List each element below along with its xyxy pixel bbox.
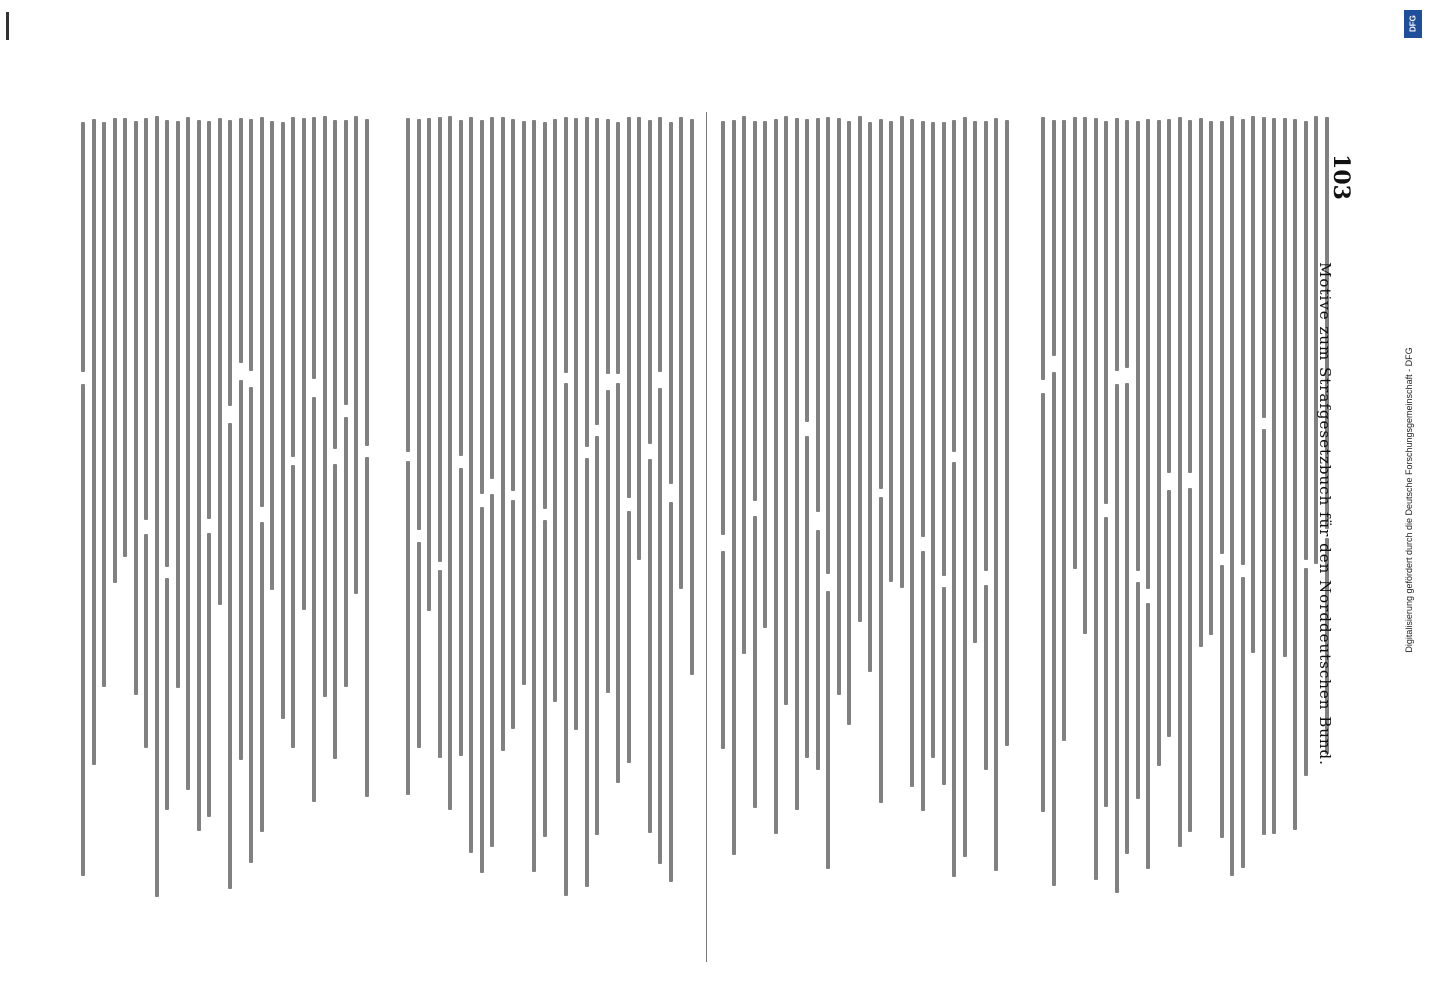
text-line xyxy=(585,458,589,887)
text-line xyxy=(1209,121,1213,635)
text-line xyxy=(1041,117,1045,380)
text-line xyxy=(921,121,925,537)
text-line xyxy=(1251,116,1255,653)
text-line xyxy=(155,116,159,897)
text-line xyxy=(1241,577,1245,868)
text-line xyxy=(354,116,358,594)
text-line xyxy=(1188,120,1192,474)
text-line xyxy=(648,120,652,443)
text-line xyxy=(585,117,589,447)
text-line xyxy=(627,511,631,763)
text-line xyxy=(459,468,463,757)
text-line xyxy=(1073,117,1077,568)
text-line xyxy=(984,585,988,770)
text-line xyxy=(144,534,148,748)
text-line xyxy=(952,120,956,452)
text-line xyxy=(1167,490,1171,738)
text-line xyxy=(406,118,410,452)
running-head-text: Motive zum Strafgesetzbuch für den Norddeutschen Bund. xyxy=(1316,262,1334,766)
text-line xyxy=(270,121,274,590)
text-line xyxy=(1230,116,1234,876)
text-line xyxy=(302,118,306,610)
text-line xyxy=(543,520,547,837)
text-line xyxy=(165,120,169,567)
text-line xyxy=(207,121,211,519)
text-line xyxy=(900,116,904,588)
text-line xyxy=(1188,488,1192,831)
text-line xyxy=(868,122,872,673)
text-line xyxy=(1136,121,1140,571)
text-line xyxy=(984,121,988,571)
corner-mark xyxy=(6,12,9,40)
text-line xyxy=(910,119,914,787)
text-line xyxy=(1293,119,1297,830)
text-line xyxy=(826,591,830,869)
text-line xyxy=(1262,117,1266,418)
text-line xyxy=(291,117,295,457)
text-line xyxy=(1146,603,1150,869)
text-line xyxy=(595,436,599,835)
text-line xyxy=(113,118,117,584)
text-line xyxy=(805,436,809,758)
text-line xyxy=(921,551,925,811)
text-line xyxy=(532,120,536,872)
text-line xyxy=(365,457,369,797)
running-head xyxy=(1310,114,1340,914)
text-line xyxy=(333,120,337,449)
text-line xyxy=(239,118,243,362)
text-line xyxy=(406,461,410,795)
text-line xyxy=(732,120,736,855)
text-line xyxy=(501,117,505,751)
column-divider xyxy=(706,112,707,962)
text-line xyxy=(564,117,568,373)
text-line xyxy=(658,117,662,371)
text-line xyxy=(879,497,883,803)
text-line xyxy=(1041,393,1045,811)
text-line xyxy=(249,119,253,372)
text-line xyxy=(1178,117,1182,848)
text-line xyxy=(459,120,463,457)
text-line xyxy=(648,459,652,833)
text-line xyxy=(260,522,264,832)
text-line xyxy=(595,118,599,425)
text-line xyxy=(1157,120,1161,766)
text-line xyxy=(1262,429,1266,835)
text-line xyxy=(574,118,578,730)
text-line xyxy=(1115,118,1119,370)
text-line xyxy=(511,119,515,491)
text-line xyxy=(805,119,809,421)
text-line xyxy=(102,122,106,687)
text-line xyxy=(1283,118,1287,657)
text-line xyxy=(942,587,946,786)
text-line xyxy=(218,118,222,605)
text-line xyxy=(511,500,515,730)
text-line xyxy=(763,121,767,629)
text-line xyxy=(858,116,862,622)
text-line xyxy=(480,120,484,495)
text-line xyxy=(1005,120,1009,746)
text-line xyxy=(1146,119,1150,589)
text-line xyxy=(606,390,610,693)
text-line xyxy=(92,119,96,765)
text-line xyxy=(1304,121,1308,559)
digitization-credit xyxy=(1398,20,1420,980)
text-line xyxy=(553,119,557,702)
text-line xyxy=(344,417,348,688)
text-line xyxy=(1167,119,1171,473)
text-line xyxy=(1220,121,1224,554)
text-line xyxy=(490,117,494,479)
text-line xyxy=(448,116,452,810)
text-line xyxy=(616,383,620,782)
text-line xyxy=(312,117,316,380)
text-column-middle xyxy=(403,112,703,902)
text-line xyxy=(721,551,725,749)
text-line xyxy=(669,502,673,882)
text-line xyxy=(543,122,547,510)
text-line xyxy=(134,121,138,695)
text-line xyxy=(1104,517,1108,807)
text-line xyxy=(889,121,893,581)
text-line xyxy=(176,121,180,689)
text-line xyxy=(1052,372,1056,886)
text-line xyxy=(333,464,337,759)
text-line xyxy=(721,121,725,535)
text-line xyxy=(1094,118,1098,881)
text-column-far-right xyxy=(1038,112,1338,902)
text-line xyxy=(963,117,967,857)
text-line xyxy=(784,116,788,705)
text-line xyxy=(816,530,820,770)
text-line xyxy=(81,384,85,876)
text-line xyxy=(942,122,946,576)
text-line xyxy=(742,116,746,654)
text-line xyxy=(480,507,484,873)
text-line xyxy=(627,117,631,498)
text-column-left xyxy=(78,112,378,902)
text-line xyxy=(679,117,683,589)
dfg-logo: DFG xyxy=(1404,10,1422,38)
text-line xyxy=(1272,118,1276,835)
text-line xyxy=(847,121,851,726)
text-line xyxy=(1241,119,1245,564)
rotated-book-page xyxy=(58,52,1354,968)
text-line xyxy=(1220,565,1224,838)
text-line xyxy=(228,423,232,889)
text-line xyxy=(879,119,883,489)
text-line xyxy=(312,397,316,802)
text-line xyxy=(1062,120,1066,741)
text-line xyxy=(165,578,169,810)
text-line xyxy=(144,118,148,520)
text-line xyxy=(753,516,757,808)
credit-text: Digitalisierung gefördert durch die Deutsche Forschungsgemeinschaft - DFG xyxy=(1404,347,1414,653)
text-line xyxy=(123,118,127,558)
text-line xyxy=(365,119,369,445)
text-line xyxy=(1104,121,1108,504)
text-line xyxy=(669,122,673,485)
text-line xyxy=(952,462,956,877)
text-line xyxy=(1199,118,1203,647)
text-line xyxy=(837,118,841,695)
text-line xyxy=(1125,120,1129,368)
text-line xyxy=(417,119,421,530)
text-line xyxy=(774,119,778,834)
text-line xyxy=(228,120,232,405)
text-line xyxy=(795,118,799,810)
text-line xyxy=(281,122,285,719)
text-line xyxy=(1125,383,1129,854)
text-line xyxy=(1304,568,1308,775)
text-line xyxy=(344,120,348,406)
text-line xyxy=(522,121,526,685)
text-line xyxy=(490,494,494,848)
text-line xyxy=(690,119,694,675)
text-line xyxy=(469,117,473,853)
text-line xyxy=(1115,384,1119,893)
text-line xyxy=(291,465,295,748)
text-line xyxy=(616,122,620,374)
text-line xyxy=(438,117,442,562)
text-line xyxy=(323,116,327,696)
text-line xyxy=(816,118,820,512)
text-line xyxy=(417,542,421,748)
text-line xyxy=(427,118,431,611)
text-line xyxy=(186,117,190,790)
text-line xyxy=(1052,120,1056,356)
text-line xyxy=(81,122,85,373)
text-line xyxy=(606,119,610,374)
text-line xyxy=(1136,582,1140,799)
text-line xyxy=(994,118,998,871)
text-line xyxy=(260,117,264,507)
text-line xyxy=(197,120,201,831)
text-line xyxy=(249,387,253,863)
text-line xyxy=(1083,117,1087,634)
page-number: 103 xyxy=(1327,154,1354,200)
text-line xyxy=(239,380,243,760)
text-column-right xyxy=(718,112,1018,902)
text-line xyxy=(207,533,211,817)
text-line xyxy=(438,570,442,758)
text-line xyxy=(826,117,830,574)
text-line xyxy=(973,121,977,642)
text-line xyxy=(753,121,757,501)
text-line xyxy=(931,122,935,759)
text-line xyxy=(637,117,641,560)
text-line xyxy=(658,388,662,864)
text-line xyxy=(564,383,568,896)
